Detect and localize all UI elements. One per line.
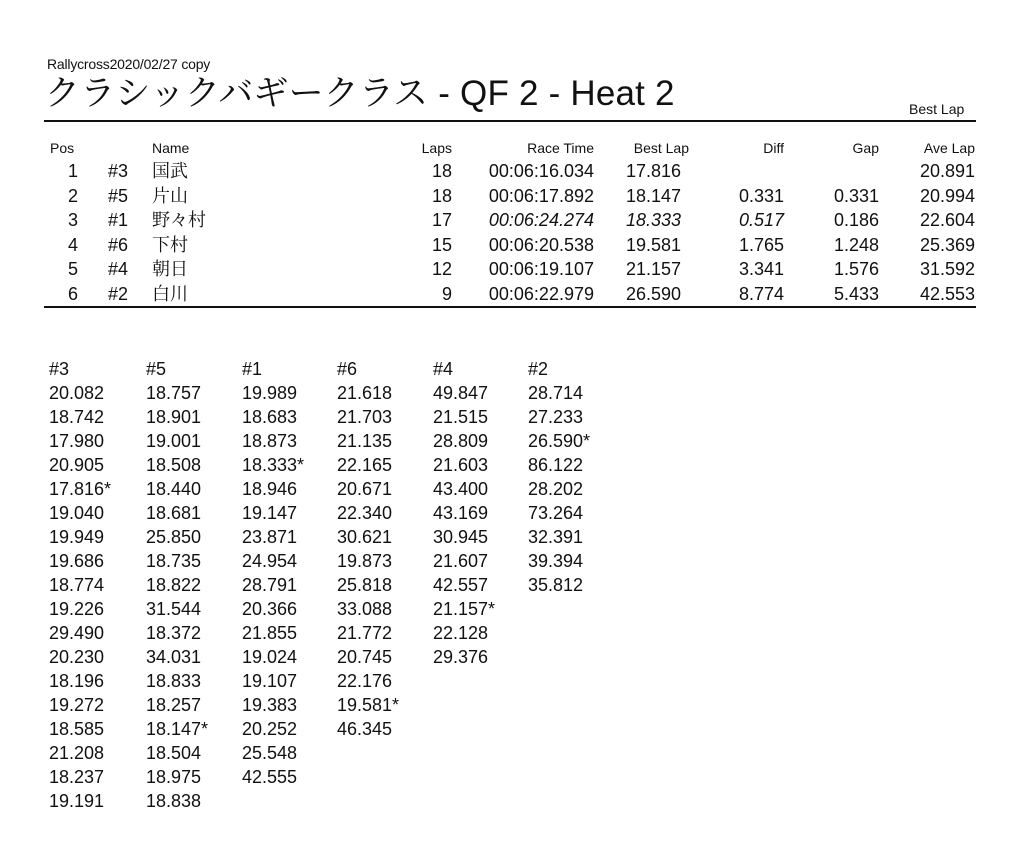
header-divider [44,120,976,122]
pos-cell: 4 [67,234,78,255]
ave-lap-cell: 25.369 [919,234,975,255]
gap-cell: 5.433 [833,284,879,304]
lap-time: 19.686 [49,551,105,571]
lap-time: 29.376 [433,647,489,667]
car-number-cell: #6 [108,234,129,255]
race-time-cell: 00:06:24.274 [488,210,594,231]
driver-name-cell: 下村 [152,234,188,255]
laps-cell: 18 [431,161,452,181]
pos-cell: 5 [67,259,78,280]
diff-cell: 0.331 [738,185,784,206]
diff-cell: 3.341 [738,259,784,280]
lap-time: 18.372 [146,623,202,643]
lap-time: 21.603 [433,455,489,475]
diff-cell: 0.517 [738,210,784,231]
best-lap-cell: 19.581 [626,234,682,255]
lap-time: 18.822 [146,575,202,595]
gap-cell: 1.576 [833,259,879,280]
lap-column [337,357,399,741]
ave-lap-cell: 42.553 [919,284,975,304]
lap-time: 21.515 [433,407,489,427]
column-header-best-lap: Best Lap [633,140,689,156]
ave-lap-cell: 31.592 [919,259,975,280]
car-number-cell: #5 [108,185,129,206]
lap-column [433,357,495,669]
lap-time: 21.157* [433,599,496,619]
lap-column-header: #3 [49,359,70,379]
lap-time: 28.791 [242,575,298,595]
lap-time: 46.345 [337,719,393,739]
best-lap-note: Best Lap [909,101,965,117]
best-lap-cell: 26.590 [626,284,682,304]
lap-time: 22.340 [337,503,393,523]
lap-time: 20.230 [49,647,105,667]
lap-time: 21.135 [337,431,393,451]
lap-time: 19.272 [49,695,105,715]
laps-cell: 17 [431,210,452,231]
best-lap-cell: 18.147 [626,185,682,206]
lap-time: 18.774 [49,575,105,595]
lap-time: 43.400 [433,479,489,499]
column-header-diff: Diff [763,140,784,156]
lap-time: 20.745 [337,647,393,667]
lap-time: 17.816* [49,479,112,499]
lap-column-header: #6 [337,359,358,379]
column-header-name: Name [152,140,190,156]
lap-time: 18.333* [242,455,305,475]
lap-time: 86.122 [528,455,584,475]
lap-time: 21.208 [49,743,105,763]
driver-name-cell: 片山 [152,185,188,206]
lap-time: 19.001 [146,431,202,451]
lap-time: 20.366 [242,599,298,619]
lap-time: 18.946 [242,479,298,499]
race-time-cell: 00:06:22.979 [488,284,594,304]
lap-time: 19.949 [49,527,105,547]
car-number-cell: #4 [108,259,129,280]
race-time-cell: 00:06:17.892 [488,185,594,206]
lap-time: 35.812 [528,575,584,595]
lap-time: 18.683 [242,407,298,427]
lap-column [242,357,304,789]
lap-time: 18.975 [146,767,202,787]
lap-time: 21.703 [337,407,393,427]
result-row [0,184,1024,209]
driver-name-cell: 国武 [152,161,188,181]
lap-time: 24.954 [242,551,298,571]
lap-time: 20.905 [49,455,105,475]
best-lap-cell: 21.157 [626,259,682,280]
lap-time: 31.544 [146,599,202,619]
lap-time: 18.757 [146,383,202,403]
lap-time: 28.202 [528,479,584,499]
lap-time: 22.128 [433,623,489,643]
result-row [0,282,1024,307]
pos-cell: 6 [67,284,78,304]
lap-time: 21.618 [337,383,393,403]
lap-time: 19.383 [242,695,298,715]
best-lap-cell: 17.816 [626,161,682,181]
race-time-cell: 00:06:19.107 [488,259,594,280]
race-time-cell: 00:06:20.538 [488,234,594,255]
best-lap-cell: 18.333 [626,210,682,231]
lap-time: 18.237 [49,767,105,787]
lap-time: 22.176 [337,671,393,691]
result-row [0,233,1024,258]
lap-column-header: #5 [146,359,167,379]
gap-cell: 0.331 [833,185,879,206]
lap-time: 34.031 [146,647,202,667]
lap-time: 20.082 [49,383,105,403]
column-header-race-time: Race Time [527,140,594,156]
gap-cell: 0.186 [833,210,879,231]
column-header-pos: Pos [50,140,75,156]
driver-name-cell: 白川 [152,284,188,304]
driver-name-cell: 野々村 [152,210,206,231]
ave-lap-cell: 22.604 [919,210,975,231]
results-divider [44,306,976,308]
car-number-cell: #3 [108,161,129,181]
lap-time: 21.607 [433,551,489,571]
lap-time: 18.440 [146,479,202,499]
lap-time: 17.980 [49,431,105,451]
lap-time: 39.394 [528,551,584,571]
lap-time: 20.671 [337,479,393,499]
results-header-row [0,139,1024,159]
lap-time: 26.590* [528,431,591,451]
lap-time: 19.989 [242,383,298,403]
result-row [0,257,1024,282]
lap-time: 18.742 [49,407,105,427]
lap-time: 23.871 [242,527,298,547]
lap-time: 25.850 [146,527,202,547]
pos-cell: 1 [67,161,78,181]
lap-time: 21.855 [242,623,298,643]
lap-time: 29.490 [49,623,105,643]
lap-time: 22.165 [337,455,393,475]
lap-time: 33.088 [337,599,393,619]
lap-time: 18.873 [242,431,298,451]
race-time-cell: 00:06:16.034 [488,161,594,181]
lap-column [49,357,111,813]
page-title: クラシックバギークラス - QF 2 - Heat 2 [45,74,675,113]
lap-column-header: #2 [528,359,549,379]
lap-time: 18.147* [146,719,209,739]
pos-cell: 3 [67,210,78,231]
lap-times-grid [0,357,1024,817]
lap-time: 19.107 [242,671,298,691]
lap-column [528,357,590,597]
result-row [0,159,1024,184]
driver-name-cell: 朝日 [152,259,188,280]
lap-time: 19.040 [49,503,105,523]
ave-lap-cell: 20.994 [919,185,975,206]
laps-cell: 15 [431,234,452,255]
lap-time: 18.585 [49,719,105,739]
lap-time: 25.548 [242,743,298,763]
event-subtitle: Rallycross2020/02/27 copy [47,56,211,72]
gap-cell: 1.248 [833,234,879,255]
column-header-gap: Gap [852,140,879,156]
lap-time: 18.901 [146,407,202,427]
lap-column-header: #4 [433,359,454,379]
laps-cell: 9 [441,284,452,304]
lap-time: 18.681 [146,503,202,523]
lap-time: 18.838 [146,791,202,811]
laps-cell: 18 [431,185,452,206]
laps-cell: 12 [431,259,452,280]
ave-lap-cell: 20.891 [919,161,975,181]
result-row [0,208,1024,233]
lap-time: 18.504 [146,743,202,763]
lap-time: 27.233 [528,407,584,427]
lap-time: 73.264 [528,503,584,523]
lap-time: 42.555 [242,767,298,787]
lap-time: 28.809 [433,431,489,451]
lap-time: 19.873 [337,551,393,571]
column-header-laps: Laps [421,140,452,156]
column-header-ave-lap: Ave Lap [923,140,975,156]
car-number-cell: #1 [108,210,129,231]
lap-time: 32.391 [528,527,584,547]
car-number-cell: #2 [108,284,129,304]
lap-column [146,357,208,813]
lap-time: 19.226 [49,599,105,619]
lap-time: 42.557 [433,575,489,595]
lap-time: 18.833 [146,671,202,691]
lap-time: 19.191 [49,791,105,811]
lap-time: 18.735 [146,551,202,571]
lap-time: 18.257 [146,695,202,715]
lap-time: 21.772 [337,623,393,643]
lap-time: 49.847 [433,383,489,403]
diff-cell: 8.774 [738,284,784,304]
lap-time: 30.945 [433,527,489,547]
lap-time: 43.169 [433,503,489,523]
lap-column-header: #1 [242,359,263,379]
lap-time: 18.196 [49,671,105,691]
diff-cell: 1.765 [738,234,784,255]
lap-time: 25.818 [337,575,393,595]
pos-cell: 2 [67,185,78,206]
lap-time: 28.714 [528,383,584,403]
lap-time: 30.621 [337,527,393,547]
lap-time: 20.252 [242,719,298,739]
lap-time: 19.024 [242,647,298,667]
lap-time: 19.147 [242,503,298,523]
lap-time: 19.581* [337,695,400,715]
lap-time: 18.508 [146,455,202,475]
